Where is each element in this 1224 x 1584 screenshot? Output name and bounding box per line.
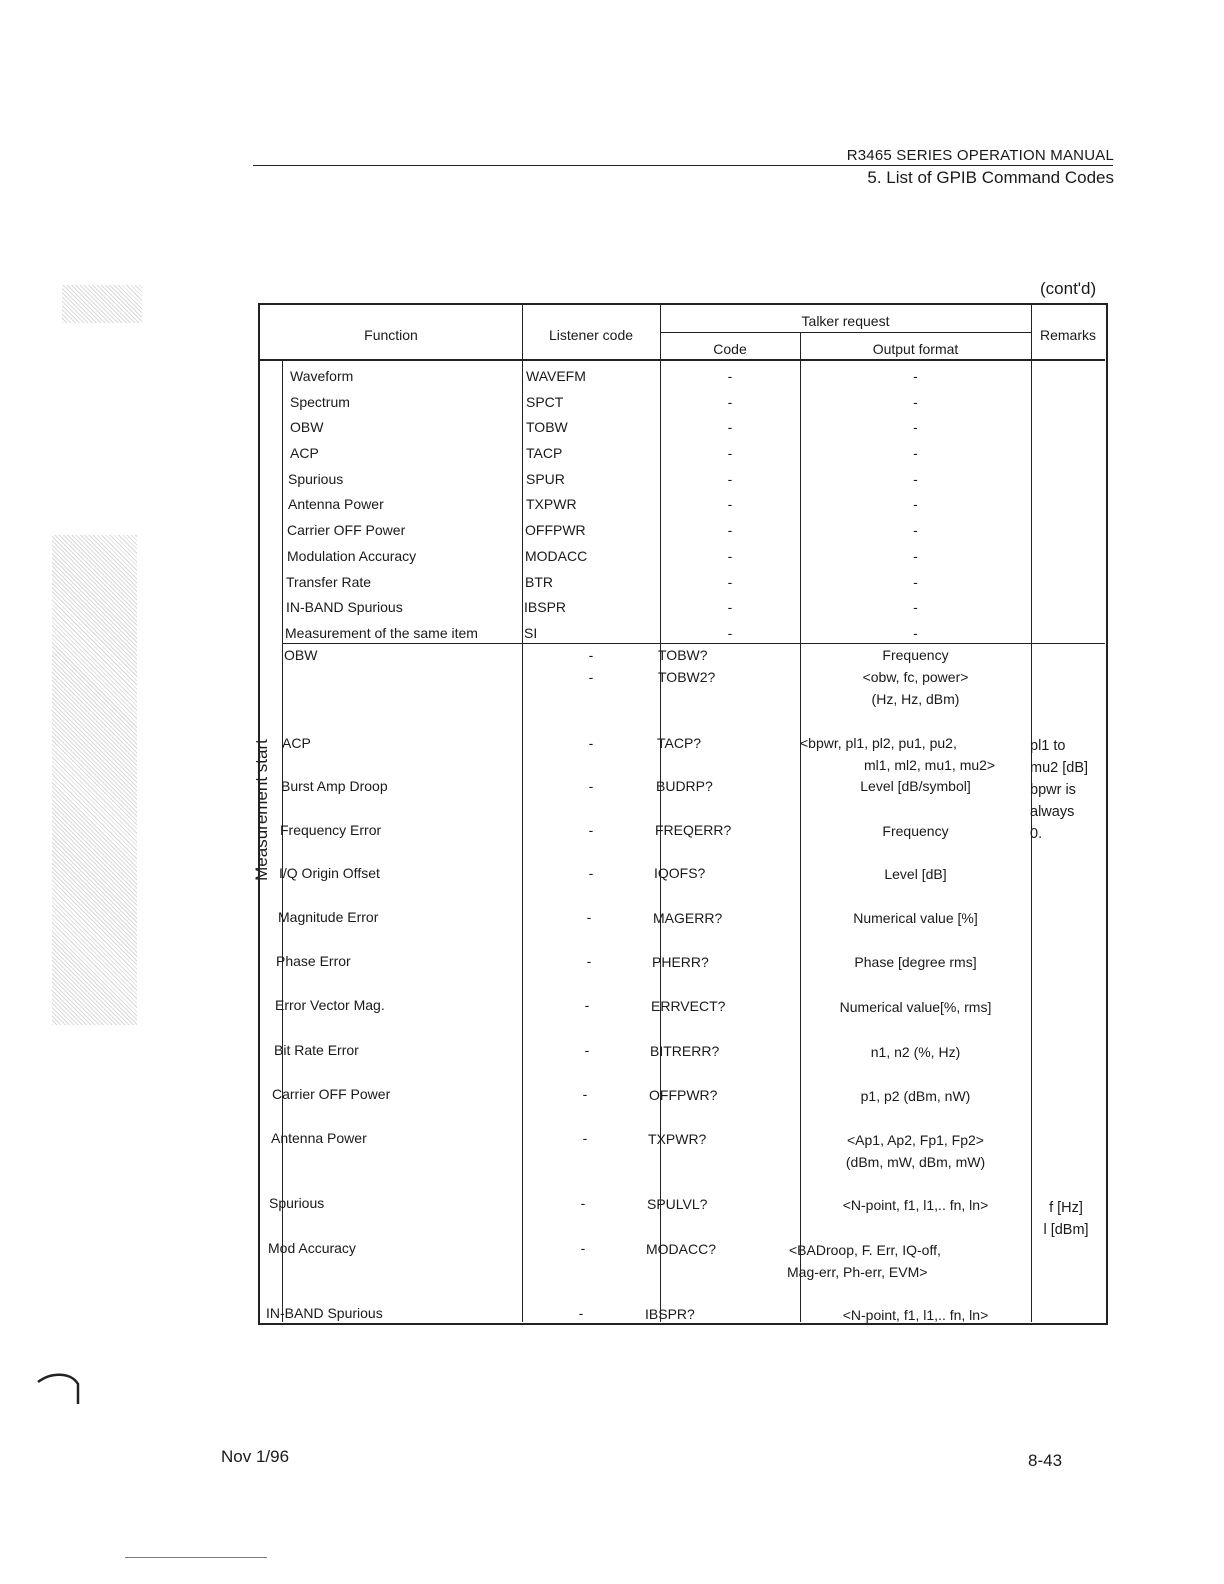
function-cell: IN-BAND Spurious [286,599,403,615]
code-cell: TXPWR? [648,1131,707,1147]
listener-code-cell: IBSPR [524,599,567,615]
listener-code-cell: - [582,1086,588,1102]
listener-code-cell: - [588,778,594,794]
output-format-cell: - [913,548,918,564]
output-format-cell: Numerical value [%] [853,910,978,926]
function-cell: OBW [290,419,324,435]
remark-line: 0. [1030,826,1043,842]
function-cell: Measurement of the same item [285,625,478,641]
scan-speckle [52,535,137,1025]
header-listener-code: Listener code [548,327,634,343]
output-format-cell: - [913,419,918,435]
output-format-cell: (dBm, mW, dBm, mW) [845,1154,986,1170]
remark-line: f [Hz] [1049,1200,1083,1216]
output-format-cell: - [913,445,918,461]
section-title: 5. List of GPIB Command Codes [867,168,1114,187]
code-cell: SPULVL? [647,1196,708,1212]
remark-line: always [1030,804,1075,820]
listener-code-cell: - [588,669,594,685]
output-format-cell: <N-point, f1, l1,.. fn, ln> [842,1307,989,1323]
output-format-cell: - [913,394,918,410]
header-remarks: Remarks [1039,327,1096,343]
code-cell: PHERR? [652,954,709,970]
code-cell: IBSPR? [645,1306,695,1322]
output-format-cell: n1, n2 (%, Hz) [870,1044,961,1060]
output-format-cell: Numerical value[%, rms] [839,999,992,1015]
remarks-spurious [1030,1197,1102,1241]
function-cell: I/Q Origin Offset [279,865,380,881]
code-cell: - [727,445,733,461]
row-divider [660,332,1031,333]
code-cell: - [727,368,733,384]
listener-code-cell: - [580,1195,586,1211]
header-talker-request: Talker request [801,313,890,329]
function-cell: Error Vector Mag. [275,997,385,1013]
output-format-cell: - [913,471,918,487]
output-format-cell: Frequency [882,647,949,663]
code-cell: - [727,496,733,512]
output-format-cell: ml1, ml2, mu1, mu2> [864,757,996,773]
listener-code-cell: - [586,909,592,925]
output-format-cell: <BADroop, F. Err, IQ-off, [789,1242,941,1258]
function-cell: Spectrum [290,394,350,410]
output-format-cell: - [913,496,918,512]
code-cell: - [727,574,733,590]
listener-code-cell: - [584,1042,590,1058]
output-format-cell: Phase [degree rms] [854,954,977,970]
listener-code-cell: OFFPWR [525,522,586,538]
output-format-cell: Mag-err, Ph-err, EVM> [787,1264,928,1280]
remark-line: mu2 [dB] [1030,760,1089,776]
code-cell: ERRVECT? [651,998,726,1014]
header-bottom-rule [260,359,1105,361]
listener-code-cell: - [582,1130,588,1146]
output-format-cell: - [913,368,918,384]
bracket-line [282,361,283,1322]
measurement-start-label: Measurement start [252,739,271,881]
code-cell: - [727,625,733,641]
output-format-cell: <bpwr, pl1, pl2, pu1, pu2, [800,735,957,751]
code-cell: - [727,522,733,538]
function-cell: Bit Rate Error [274,1042,359,1058]
col-divider [522,305,523,1322]
header-rule [253,165,1113,166]
listener-code-cell: SPCT [526,394,564,410]
code-cell: - [727,471,733,487]
function-cell: Carrier OFF Power [287,522,406,538]
code-cell: TACP? [657,735,702,751]
code-cell: IQOFS? [654,865,706,881]
output-format-cell: (Hz, Hz, dBm) [871,691,960,707]
code-cell: TOBW? [658,647,708,663]
output-format-cell: <Ap1, Ap2, Fp1, Fp2> [847,1132,984,1148]
function-cell: Magnitude Error [278,909,379,925]
scan-speckle [62,285,142,323]
function-cell: Mod Accuracy [268,1240,356,1256]
code-cell: - [727,599,733,615]
listener-code-cell: - [588,647,594,663]
command-table [258,303,1108,1325]
revision-date: Nov 1/96 [221,1447,290,1466]
header-code: Code [713,341,747,357]
remark-line: l [dBm] [1043,1222,1089,1238]
code-cell: FREQERR? [655,822,732,838]
listener-code-cell: - [578,1305,584,1321]
listener-code-cell: - [588,865,594,881]
listener-code-cell: WAVEFM [526,368,586,384]
header-output-format: Output format [872,341,959,357]
output-format-cell: Level [dB/symbol] [860,778,971,794]
function-cell: Burst Amp Droop [281,778,388,794]
code-cell: OFFPWR? [649,1087,718,1103]
listener-code-cell: TXPWR [526,496,577,512]
listener-code-cell: - [588,735,594,751]
corner-mark [36,1370,86,1410]
output-format-cell: - [913,599,918,615]
function-cell: Phase Error [276,953,351,969]
function-cell: Transfer Rate [286,574,372,590]
code-cell: BUDRP? [656,778,713,794]
header-function: Function [364,327,418,343]
output-format-cell: <obw, fc, power> [862,669,969,685]
output-format-cell: <N-point, f1, l1,.. fn, ln> [842,1197,989,1213]
function-cell: Carrier OFF Power [272,1086,391,1102]
function-cell: Antenna Power [271,1130,367,1146]
listener-code-cell: - [580,1240,586,1256]
section-divider [282,643,1105,644]
scan-edge-line [125,1557,267,1558]
output-format-cell: - [913,574,918,590]
function-cell: OBW [284,647,318,663]
code-cell: - [727,394,733,410]
function-cell: ACP [282,735,311,751]
output-format-cell: Level [dB] [884,866,947,882]
remarks-acp [1030,735,1088,845]
listener-code-cell: - [588,822,594,838]
function-cell: ACP [290,445,319,461]
code-cell: BITRERR? [650,1043,720,1059]
listener-code-cell: SPUR [526,471,565,487]
listener-code-cell: - [584,997,590,1013]
function-cell: IN-BAND Spurious [266,1305,383,1321]
continued-label: (cont'd) [1040,279,1097,298]
output-format-cell: Frequency [882,823,949,839]
code-cell: MODACC? [646,1241,717,1257]
listener-code-cell: BTR [525,574,553,590]
function-cell: Spurious [288,471,344,487]
function-cell: Modulation Accuracy [287,548,417,564]
listener-code-cell: SI [524,625,538,641]
remark-line: bpwr is [1030,782,1076,798]
listener-code-cell: - [586,953,592,969]
page-number: 8-43 [1028,1451,1063,1470]
function-cell: Spurious [269,1195,325,1211]
function-cell: Waveform [290,368,354,384]
function-cell: Antenna Power [288,496,384,512]
output-format-cell: - [913,522,918,538]
manual-title: R3465 SERIES OPERATION MANUAL [846,147,1114,164]
code-cell: - [727,419,733,435]
code-cell: MAGERR? [653,910,723,926]
listener-code-cell: MODACC [525,548,588,564]
code-cell: - [727,548,733,564]
listener-code-cell: TACP [526,445,563,461]
output-format-cell: - [913,625,918,641]
remark-line: pl1 to [1030,738,1066,754]
listener-code-cell: TOBW [526,419,568,435]
output-format-cell: p1, p2 (dBm, nW) [860,1088,971,1104]
function-cell: Frequency Error [280,822,382,838]
code-cell: TOBW2? [658,669,716,685]
